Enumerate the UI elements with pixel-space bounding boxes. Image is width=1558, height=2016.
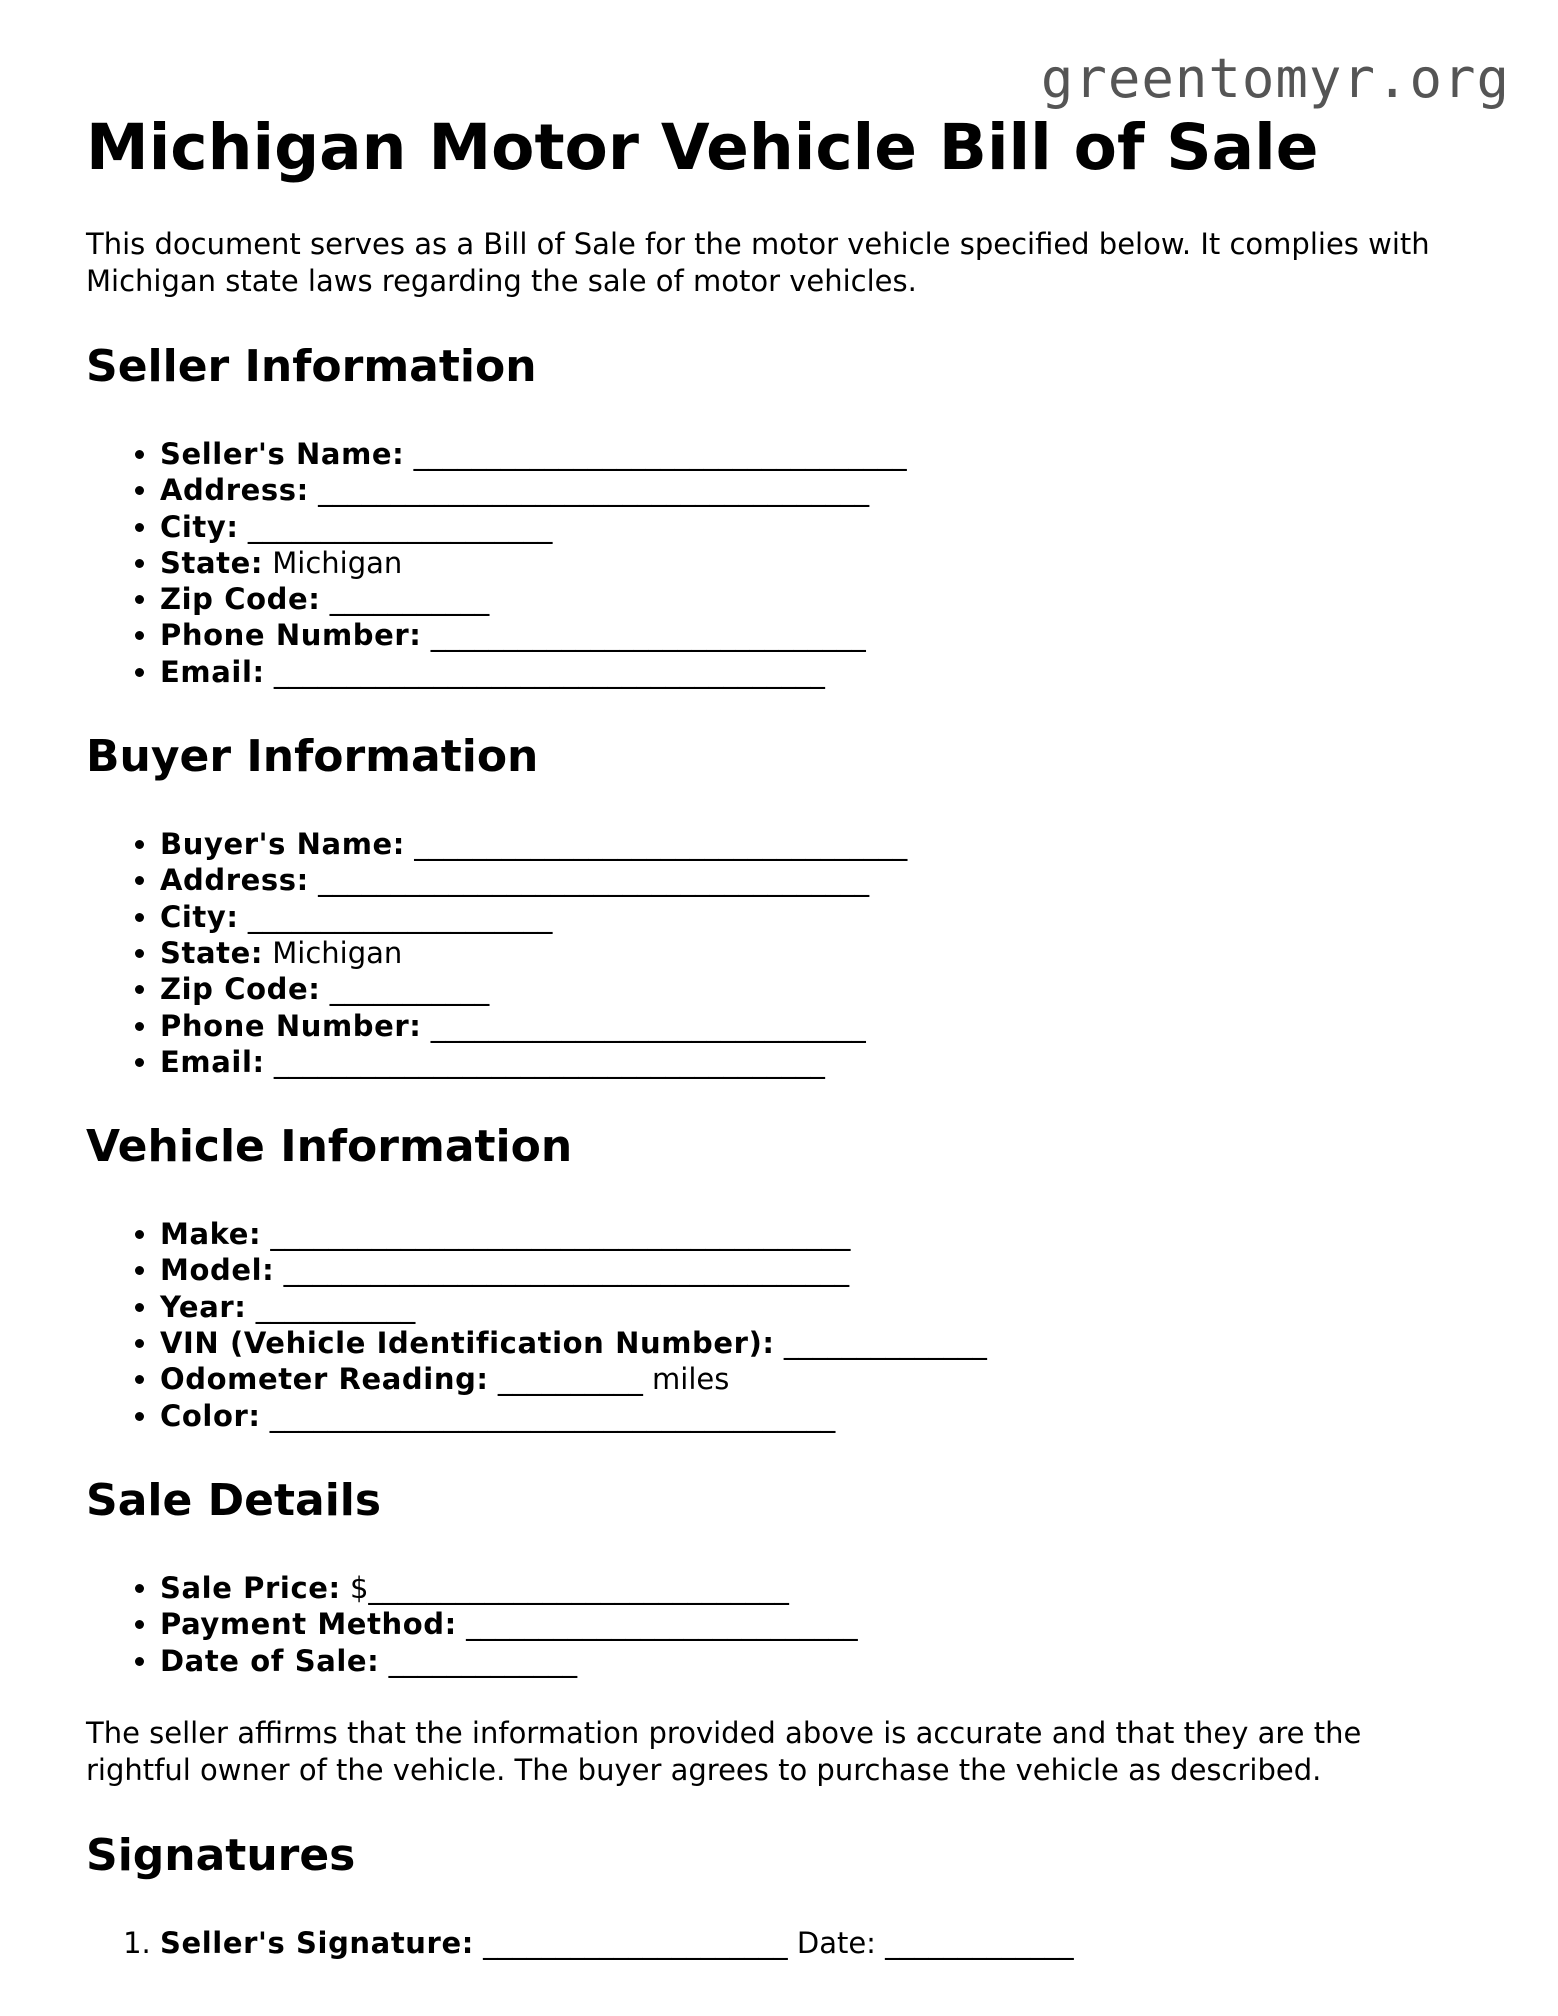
field-label: Make: [160, 1217, 262, 1252]
vehicle-model-item [160, 1252, 1486, 1288]
field-value: Michigan [272, 545, 403, 580]
field-label: Seller's Name: [160, 437, 405, 471]
watermark: greentomyr.org [1040, 47, 1510, 110]
seller-zip-item [160, 581, 1486, 617]
buyer-city-item [160, 899, 1486, 935]
buyer-phone-item [160, 1008, 1486, 1044]
seller-heading: Seller Information [86, 341, 537, 392]
vehicle-list [86, 1216, 1486, 1434]
field-label: Buyer's Name: [160, 827, 405, 862]
buyer-email-item [160, 1044, 1486, 1080]
field-label: Model: [160, 1253, 275, 1288]
sale-heading: Sale Details [86, 1474, 382, 1526]
sale-date-item [160, 1643, 1486, 1679]
seller-list [86, 436, 1486, 690]
field-label: State: [160, 935, 264, 970]
field-value: ______________________________________ [318, 863, 870, 898]
field-label: Payment Method: [160, 1607, 457, 1642]
field-value: _____________________ [247, 899, 553, 934]
field-value: _____________________ Date: _____________ [483, 1925, 1074, 1960]
field-value: __________________________________ [414, 827, 908, 862]
field-value: _____________________ [247, 509, 553, 544]
field-label: Odometer Reading: [160, 1362, 489, 1397]
field-label: Zip Code: [160, 972, 321, 1007]
vehicle-section [86, 1120, 1486, 1434]
signatures-section [86, 1829, 1486, 1961]
document-page [86, 110, 1486, 1961]
field-label: City: [160, 509, 239, 544]
seller-phone-item [160, 617, 1486, 653]
vehicle-color-item [160, 1398, 1486, 1434]
field-label: Seller's Signature: [160, 1925, 474, 1960]
buyer-list [86, 826, 1486, 1080]
field-value: ___________ [329, 972, 490, 1007]
field-value: ________________________________________ [270, 1217, 851, 1252]
seller-email-item [160, 654, 1486, 690]
buyer-state-item [160, 935, 1486, 971]
buyer-address-item [160, 862, 1486, 898]
sale-list [86, 1570, 1486, 1679]
field-value: ___________ [255, 1289, 416, 1324]
field-value: ______________________________ [430, 1008, 866, 1043]
seller-state-item [160, 545, 1486, 581]
buyer-zip-item [160, 971, 1486, 1007]
field-label: City: [160, 899, 239, 934]
field-label: Phone Number: [160, 1008, 422, 1043]
seller-signature-item [160, 1925, 1486, 1961]
field-value: __________________________________ [413, 437, 907, 471]
sale-section [86, 1474, 1486, 1679]
field-value: _______________________________________ [283, 1253, 850, 1288]
sale-price-item [160, 1570, 1486, 1606]
field-value: _____________ [388, 1643, 578, 1678]
field-label: State: [160, 545, 264, 580]
seller-name-item [160, 436, 1486, 472]
field-value: ______________________________________ [273, 654, 825, 689]
vehicle-make-item [160, 1216, 1486, 1252]
page-title: Michigan Motor Vehicle Bill of Sale [86, 111, 1319, 184]
vehicle-odometer-item [160, 1361, 1486, 1397]
seller-section [86, 340, 1486, 690]
field-label: Year: [160, 1289, 247, 1324]
signatures-list [86, 1925, 1486, 1961]
field-value: ______________________________________ [273, 1044, 825, 1079]
field-value: ______________________________________ [318, 473, 870, 508]
seller-address-item [160, 472, 1486, 508]
field-label: Date of Sale: [160, 1643, 380, 1678]
field-label: Zip Code: [160, 582, 321, 617]
field-value: ___________________________ [466, 1607, 858, 1642]
buyer-name-item [160, 826, 1486, 862]
affirmation-paragraph: The seller affirms that the information provided above is accurate and that they are the rightful owner of the vehicle. The buyer agrees to purchase the vehicle as described. [86, 1715, 1362, 1787]
field-value: _______________________________________ [269, 1398, 836, 1433]
field-label: Email: [160, 1044, 265, 1079]
signatures-heading: Signatures [86, 1829, 356, 1881]
field-label: Phone Number: [160, 618, 422, 653]
payment-method-item [160, 1606, 1486, 1642]
seller-city-item [160, 509, 1486, 545]
vehicle-heading: Vehicle Information [86, 1121, 573, 1173]
vehicle-year-item [160, 1289, 1486, 1325]
field-value: $_____________________________ [349, 1570, 789, 1605]
field-label: Address: [160, 473, 309, 508]
field-label: Address: [160, 863, 309, 898]
field-value: __________ miles [497, 1362, 730, 1397]
field-value: ___________ [329, 582, 490, 617]
vehicle-vin-item [160, 1325, 1486, 1361]
buyer-heading: Buyer Information [86, 731, 539, 783]
field-label: Color: [160, 1398, 261, 1433]
field-value: Michigan [272, 935, 403, 970]
field-label: Email: [160, 654, 265, 689]
field-label: Sale Price: [160, 1570, 341, 1605]
buyer-section [86, 730, 1486, 1080]
field-value: ______________________________ [430, 618, 866, 653]
field-label: VIN (Vehicle Identification Number): [160, 1326, 775, 1361]
intro-paragraph: This document serves as a Bill of Sale for the motor vehicle specified below. It complies with Michigan state laws regarding the sale of motor vehicles. [86, 227, 1430, 298]
field-value: ______________ [783, 1326, 987, 1361]
